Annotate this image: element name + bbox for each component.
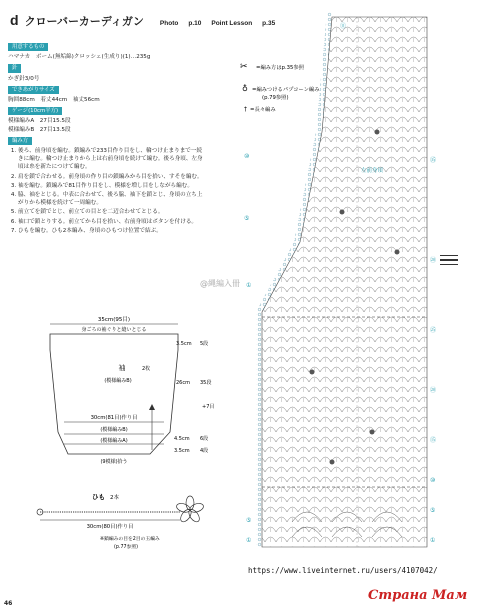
svg-text:㉟: ㉟ (430, 157, 437, 164)
method-step: 3. 袖を編む。鎖編みで81目作り目をし、模様を増し目をしながら編む。 (18, 182, 204, 190)
svg-text:⑩: ⑩ (430, 477, 436, 484)
chart-legend-1: =編み方はp.35参照 (256, 65, 305, 71)
dim-length: 26cm (176, 380, 190, 386)
materials-heading: 用意するもの (8, 43, 48, 51)
size-section (8, 83, 204, 104)
site-logo: Страна Мам (368, 588, 468, 603)
legend-symbol-2: ♁ (242, 84, 248, 93)
svg-text:⑮: ⑮ (430, 437, 437, 444)
gauge-line: 模様編みA 27目15.5段 (8, 118, 71, 125)
svg-text:㉕: ㉕ (430, 327, 437, 334)
svg-text:⑳: ⑳ (430, 387, 437, 394)
gauge-heading: ゲージ(10cm平方) (8, 107, 62, 115)
page-references: Photo p.10 Point Lesson p.35 (159, 20, 276, 27)
hook-heading: 針 (8, 64, 21, 72)
method-step: 4. 脇、袖をとじる。中表に合わせて、後ろ脇、袖下を鎖とじ、身頃の立ち上がりから模様を続けて一周編む。 (18, 191, 204, 207)
page-number: 46 (4, 600, 13, 607)
cord-cast-on: 30cm(80目)作り目 (86, 524, 134, 530)
materials-text: ハマナカ ボーム(無垢綿)クロッシェ(生成り)(1)…235g (8, 54, 151, 61)
svg-text:①: ① (246, 537, 252, 544)
hook-text: かぎ針3/0号 (8, 75, 40, 82)
cord-count: 2本 (110, 495, 119, 501)
sleeve-band-b: (模様編みB) (100, 427, 128, 433)
svg-text:①: ① (430, 537, 436, 544)
chart-label: 左前身頃 (360, 168, 384, 174)
svg-text:⑤: ⑤ (246, 517, 252, 524)
legend-symbol-3: † (244, 106, 247, 113)
method-step: 2. 肩を鎖で合わせる。前身頃の作り目の鎖編みから目を拾い、すそを編む。 (18, 173, 204, 181)
sleeve-top-width: 35cm(95目) (97, 317, 131, 323)
dim-band1-rows: 6段 (200, 436, 209, 442)
watermark: @縄編入冊 (200, 279, 240, 288)
dim-length-rows: 35段 (200, 380, 212, 386)
dim-rows: 5段 (200, 341, 209, 347)
cord-note: ※鎖編みの目を2目の玉編み (100, 537, 160, 542)
method-step: 1. 後ろ、前身頃を編む。鎖編みで233目作り目をし、輪つけ止まりまで一続きに編む。輪つけ止まりから上は右前身頃を続けて編む。後ろ身頃、左身頃は糸を新たにつけて編む。 (18, 147, 204, 172)
svg-text:⑩: ⑩ (244, 153, 250, 160)
sleeve-label: 袖 (118, 364, 126, 372)
sleeve-pattern: (模様編みB) (104, 378, 132, 384)
gauge-section (8, 104, 204, 134)
sleeve-outline (50, 334, 178, 454)
dim-increase: +7目 (202, 404, 215, 410)
sleeve-cast-on: 30cm(81目)作り目 (90, 415, 138, 421)
svg-text:⑤: ⑤ (430, 507, 436, 514)
legend-symbol-1: ✂ (240, 62, 248, 72)
hook-section (8, 61, 204, 82)
source-url[interactable]: https://www.liveinternet.ru/users/4107042/ (248, 566, 438, 575)
cord-diagram (30, 490, 230, 552)
method-section (8, 134, 204, 235)
sleeve-count: 2枚 (142, 366, 151, 372)
materials-section (8, 40, 204, 61)
dim-top: 3.5cm (176, 341, 192, 347)
chart-legend-2: =編みつけるパプコーン編み (252, 87, 320, 93)
menu-icon[interactable] (440, 252, 458, 266)
sleeve-band-a: (模様編みA) (100, 438, 128, 444)
gauge-line: 模様編みB 27目13.5段 (8, 126, 71, 133)
size-heading: できあがりサイズ (8, 86, 59, 94)
dim-band2: 3.5cm (174, 448, 190, 454)
sleeve-diagram (30, 312, 220, 482)
crochet-chart (232, 12, 437, 557)
svg-text:①: ① (246, 282, 252, 289)
svg-text:⑪: ⑪ (340, 23, 347, 30)
chart-legend-2b: (p.79参照) (262, 95, 289, 101)
pattern-title: クローバーカーディガン (24, 15, 144, 28)
flower-motif (175, 496, 204, 524)
method-step: 5. 前立てを鎖でとじ、前立ての目とを二辺合わせてとじる。 (18, 208, 204, 216)
instructions-column (8, 40, 204, 236)
svg-text:⑳: ⑳ (430, 257, 437, 264)
chart-legend-3: =長々編み (250, 107, 276, 113)
method-step: 7. ひもを編む。ひも2本編み、身頃のひもつけ位置で結ぶ。 (18, 227, 204, 235)
method-step: 6. 袖口で鎖とりする。前立てから目を拾い、右前身頃はボタンを付ける。 (18, 218, 204, 226)
cord-heading: ひも (92, 493, 105, 501)
method-steps (8, 147, 204, 235)
size-text: 胸囲88cm 着丈44cm 袖丈56cm (8, 97, 100, 104)
svg-text:⑤: ⑤ (244, 215, 250, 222)
method-heading: 編み方 (8, 137, 32, 145)
section-letter: d (10, 12, 19, 28)
dim-band2-rows: 4段 (200, 448, 209, 454)
sleeve-pickup: (9模様)拾う (100, 459, 128, 465)
dim-band1: 4.5cm (174, 436, 190, 442)
sleeve-top-note: 身ごろの袖ぐりと縫いとじる (81, 327, 147, 333)
cord-note-ref: (p.77参照) (114, 545, 139, 550)
